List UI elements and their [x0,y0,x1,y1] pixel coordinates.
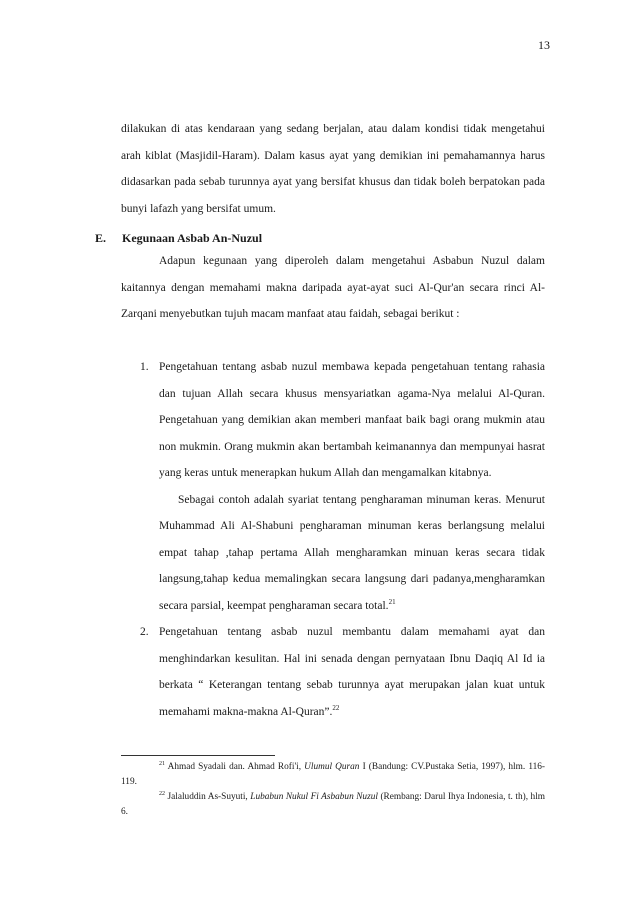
footnote-ref[interactable]: 22 [332,703,340,712]
list-item-number: 2. [140,626,149,638]
footnote-22: $^{22}$ Jalaluddin As-Suyuti, Lubabun Nukul Fi Asbabun Nuzul (Rembang: Darul Ihya Indonesia, t. th), hlm 6. [121,790,546,817]
list-item-number: 1. [140,361,149,373]
footnote-number: 22 [159,790,165,797]
paragraph-intro: Adapun kegunaan yang diperoleh dalam mengetahui Asbabun Nuzul dalam kaitannya dengan memahami makna daripada ayat-ayat suci Al-Qur'an secara rinci Al-Zarqani menyebutkan tujuh macam manfaat atau faidah, sebagai berikut : [121,255,545,320]
page-number: 13 [538,38,550,52]
footnote-divider [121,755,275,756]
paragraph-continuation: dilakukan di atas kendaraan yang sedang berjalan, atau dalam kondisi tidak mengetahui arah kiblat (Masjidil-Haram). Dalam kasus ayat yang demikian ini pemahamannya harus didasarkan pada sebab turunnya ayat yang bersifat khusus dan tidak boleh berpatokan pada bunyi lafazh yang bersifat umum. [121,123,545,215]
list-item-text: Pengetahuan tentang asbab nuzul membantu dalam memahami ayat dan menghindarkan kesulitan. Hal ini senada dengan pernyataan Ibnu Daqiq Al Id ia berkata “ Keterangan tentang sebab turunnya ayat merupakan jalan kuat untuk memahami makna-makna Al-Quran”.$^{22}$ [159,626,545,718]
list-item-2 [140,619,545,725]
list-item-example: Sebagai contoh adalah syariat tentang pengharaman minuman keras. Menurut Muhammad Ali Al-Shabuni pengharaman minuman keras berlangsung melalui empat tahap ,tahap pertama Allah mengharamkan minuan keras secara tidak langsung,tahap kedua memalingkan secara langsung dari padanya,mengharamkan secara parsial, keempat pengharaman secara total.$^{21}$ [159,493,545,612]
footnote-book-title: Ulumul Quran [304,762,360,772]
footnote-number: 21 [159,760,165,767]
benefits-list [140,354,545,725]
list-item-1 [140,354,545,619]
footnote-ref[interactable]: 21 [388,597,396,606]
footnote-21: $^{21}$ Ahmad Syadali dan. Ahmad Rofi'i, Ulumul Quran I (Bandung: CV.Pustaka Setia, 1997), hlm. 116-119. [121,760,546,787]
list-item-text: Pengetahuan tentang asbab nuzul membawa kepada pengetahuan tentang rahasia dan tujuan Allah secara khusus mensyariatkan agama-Nya melalui Al-Quran. Pengetahuan yang demikian akan memberi manfaat baik bagi orang mukmin atau non mukmin. Orang mukmin akan bertambah keimanannya dan mempunyai hasrat yang keras untuk menerapkan hukum Allah dan mengamalkan kitabnya. [159,361,545,479]
section-title: Kegunaan Asbab An-Nuzul [122,231,263,245]
section-heading [95,231,262,246]
section-letter: E. [95,231,107,245]
footnotes [121,760,545,820]
footnote-book-title: Lubabun Nukul Fi Asbabun Nuzul [250,792,378,802]
